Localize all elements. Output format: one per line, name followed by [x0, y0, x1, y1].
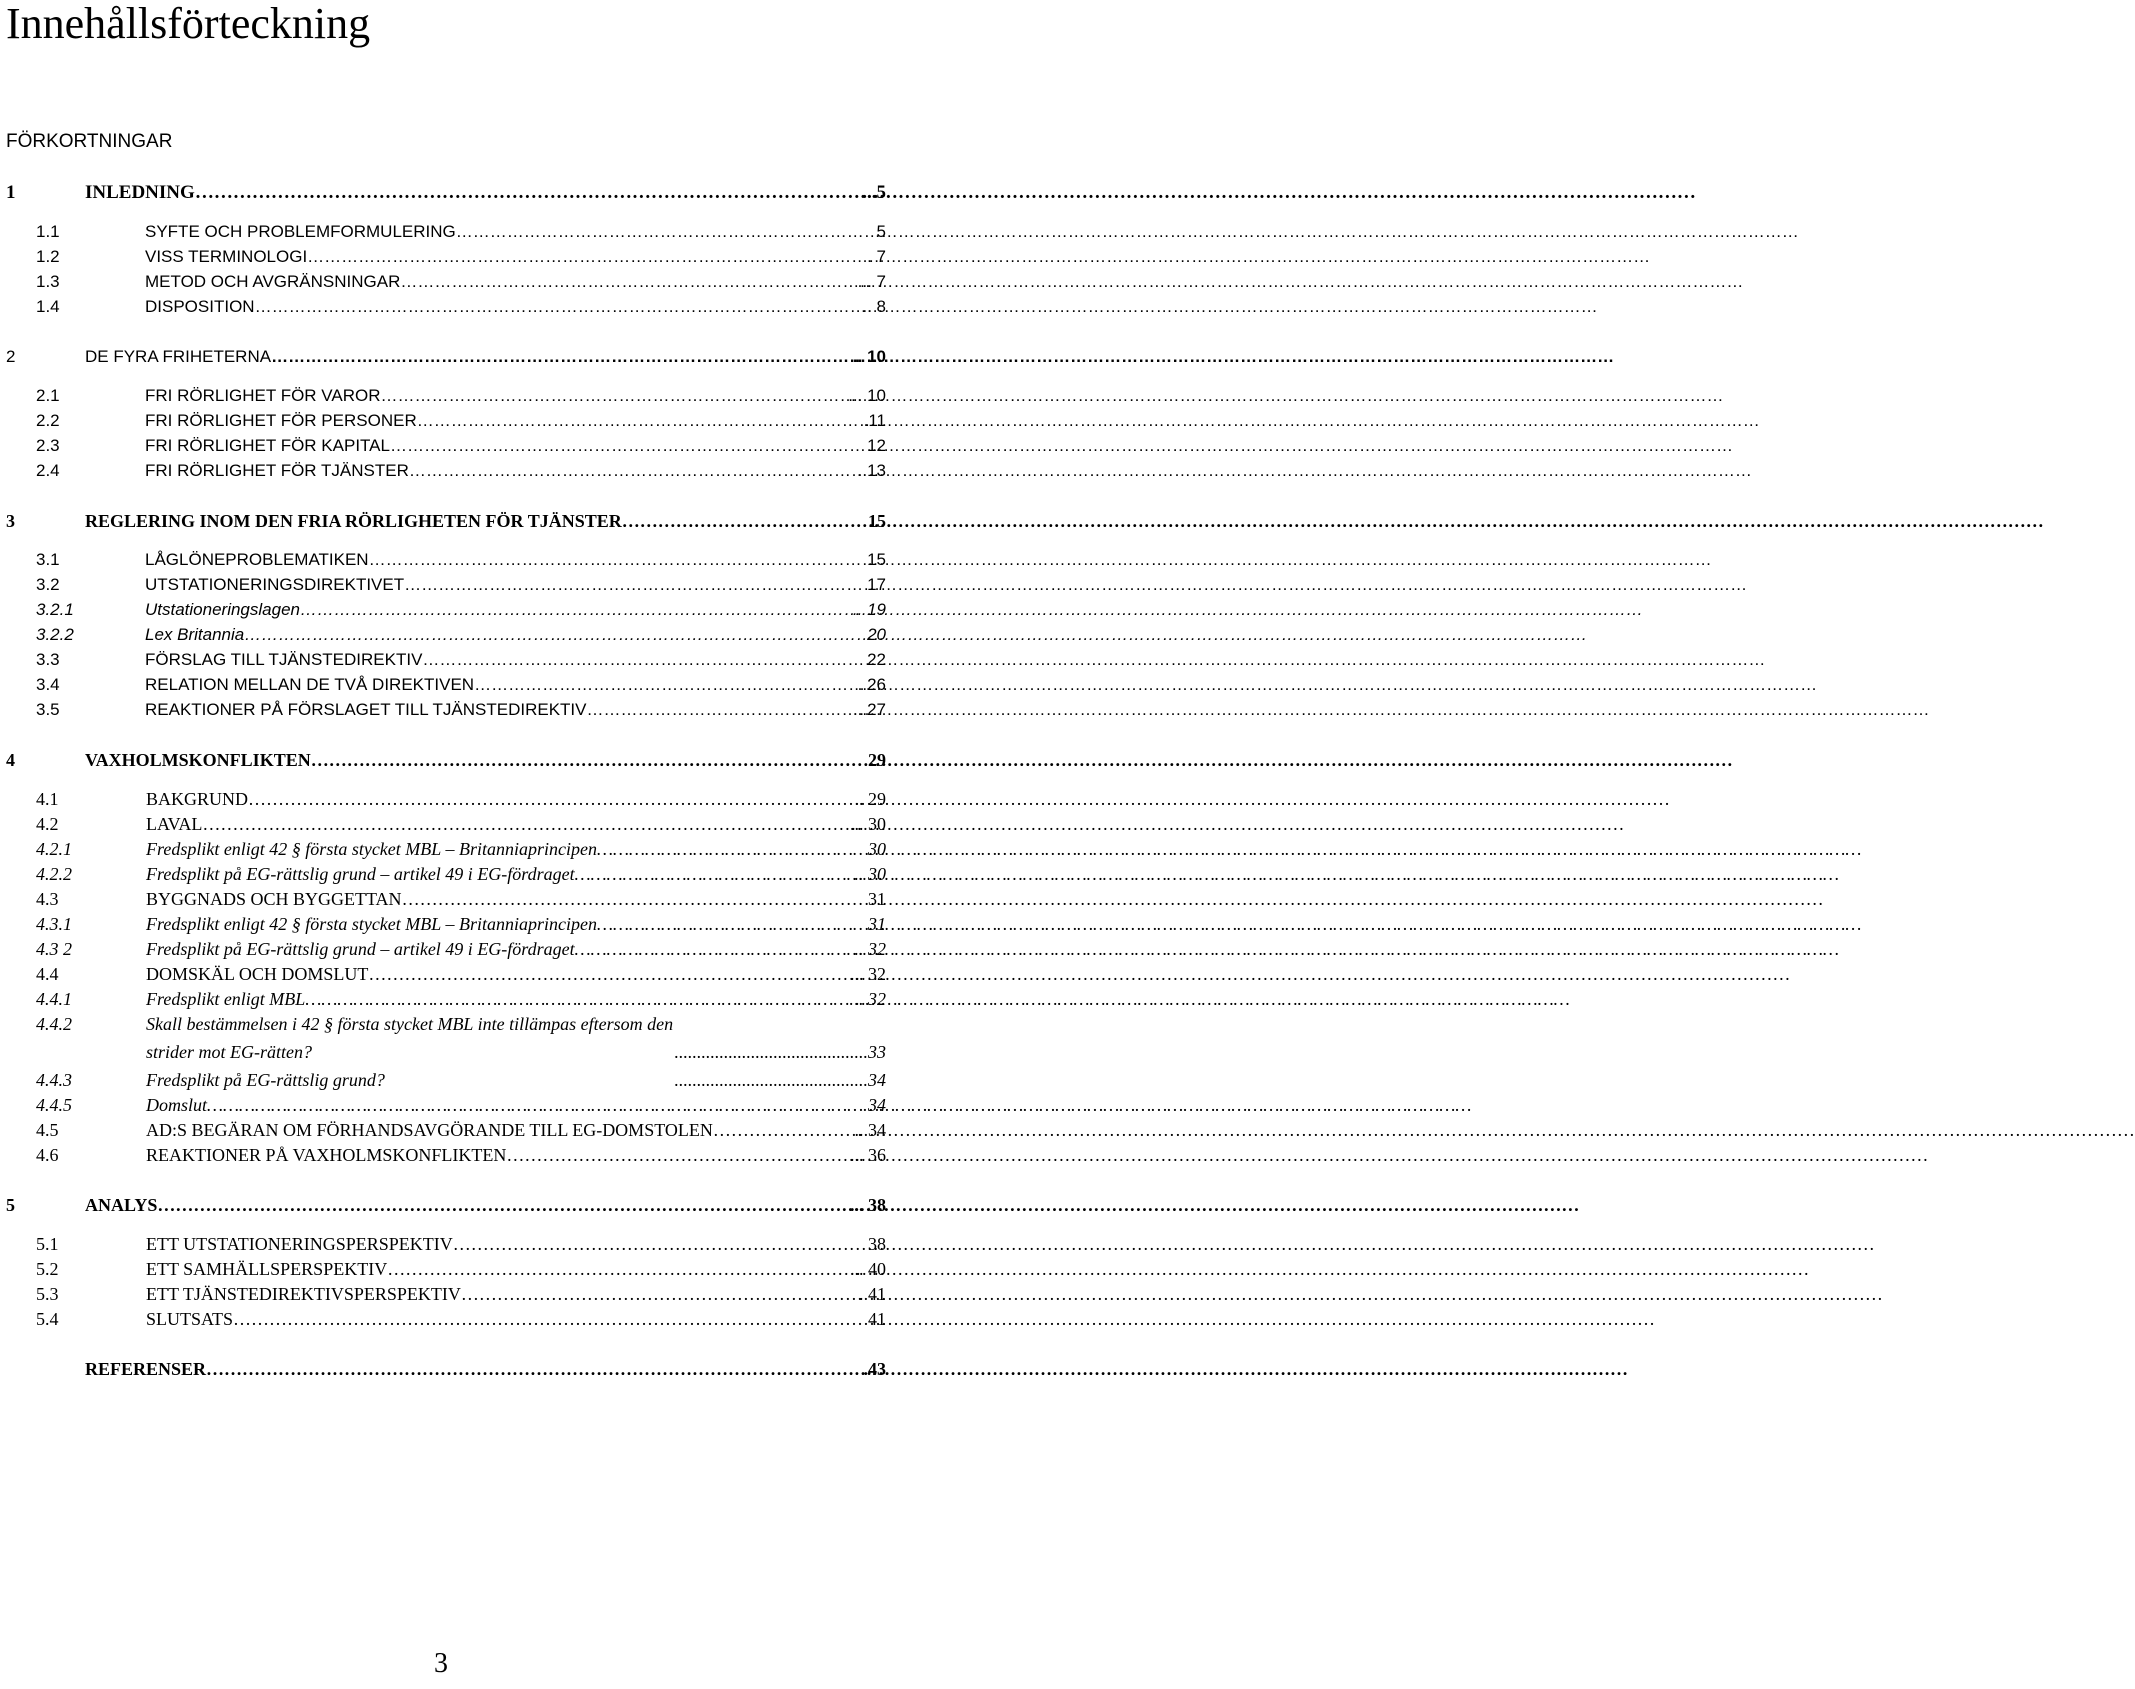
toc-number: 4 [6, 750, 15, 770]
toc-entry-4-4-2[interactable] [0, 1011, 960, 1067]
toc-title: FRI RÖRLIGHET FÖR PERSONER [145, 411, 417, 430]
toc-number: 3.2.2 [36, 625, 74, 644]
leader-dots [244, 622, 867, 648]
toc-number: 3.4 [36, 675, 60, 694]
toc-title: REAKTIONER PÅ VAXHOLMSKONFLIKTEN [146, 1145, 507, 1165]
toc-page: . 7 [867, 247, 886, 266]
leader-dots [575, 936, 855, 962]
toc-number: 3.2.1 [36, 600, 74, 619]
toc-title: ETT TJÄNSTEDIREKTIVSPERSPEKTIV [146, 1284, 461, 1304]
toc-title: VAXHOLMSKONFLIKTEN [85, 750, 311, 770]
toc-number: 5.4 [36, 1309, 59, 1329]
toc-entry-3-5[interactable] [0, 697, 960, 727]
toc-title: Lex Britannia [145, 625, 245, 644]
toc-title: REFERENSER [85, 1359, 207, 1379]
toc-number: 2.2 [36, 411, 60, 430]
toc-number: 3 [6, 511, 15, 531]
toc-page: 29 [868, 750, 886, 770]
toc-number: 5 [6, 1195, 15, 1215]
toc-title: Fredsplikt på EG-rättslig grund – artikel 49 i EG-fördraget [146, 939, 575, 959]
leader-dots [271, 344, 853, 370]
toc-title: Skall bestämmelsen i 42 § första stycket MBL inte tillämpas eftersom den [146, 1014, 674, 1034]
toc-title: Fredsplikt enligt MBL [146, 989, 306, 1009]
toc-entry-chapter-1[interactable] [0, 180, 960, 210]
toc-page: ..13 [857, 461, 886, 480]
toc-page: .. 19 [852, 600, 886, 619]
toc-page: ... 40 [850, 1259, 886, 1279]
toc-number: 4.5 [36, 1120, 59, 1140]
toc-number: 2.4 [36, 461, 60, 480]
toc-title: REGLERING INOM DEN FRIA RÖRLIGHETEN FÖR TJÄNSTER [85, 511, 622, 531]
toc-entry-1-4[interactable] [0, 294, 960, 324]
toc-title: DOMSKÄL OCH DOMSLUT [146, 964, 369, 984]
toc-number: 3.3 [36, 650, 60, 669]
toc-title: BAKGRUND [146, 789, 249, 809]
toc-number: 4.6 [36, 1145, 59, 1165]
toc-title-continued: strider mot EG-rätten? [146, 1042, 312, 1062]
toc-page: .. 32 [854, 939, 886, 959]
leader-dots [597, 911, 868, 937]
toc-title: LAVAL [146, 814, 203, 834]
leader-dots [368, 961, 850, 987]
toc-number: 5.3 [36, 1284, 59, 1304]
toc-title: METOD OCH AVGRÄNSNINGAR [145, 272, 401, 291]
leader-dots [387, 1256, 850, 1282]
toc-page: 15 [868, 511, 886, 531]
toc-title: Fredsplikt på EG-rättslig grund – artikel 49 i EG-fördraget [146, 864, 575, 884]
toc-title: LÅGLÖNEPROBLEMATIKEN [145, 550, 369, 569]
toc-entry-chapter-4[interactable] [0, 747, 960, 777]
toc-page: .43 [863, 1359, 886, 1379]
toc-number: 5.1 [36, 1234, 59, 1254]
abbreviations-heading[interactable]: FÖRKORTNINGAR [6, 131, 173, 152]
toc-number: 2.1 [36, 386, 60, 405]
toc-title: Fredsplikt enligt 42 § första stycket MBL – Britanniaprincipen [146, 914, 597, 934]
toc-title: DE FYRA FRIHETERNA [85, 347, 272, 366]
toc-number: 4.4.1 [36, 989, 72, 1009]
toc-page: 41 [868, 1309, 886, 1329]
toc-page: .. 32 [854, 989, 886, 1009]
toc-title: VISS TERMINOLOGI [145, 247, 308, 266]
leader-dots [474, 672, 858, 698]
toc-page: 17 [867, 575, 886, 594]
toc-entry-5-4[interactable] [0, 1306, 960, 1336]
leader-dots [422, 647, 867, 673]
toc-number: 4.2.1 [36, 839, 72, 859]
toc-title: RELATION MELLAN DE TVÅ DIREKTIVEN [145, 675, 475, 694]
toc-page: ... 7 [857, 272, 886, 291]
toc-title: INLEDNING [85, 182, 195, 203]
toc-page: .. 10 [852, 347, 886, 366]
toc-page: ... 36 [850, 1145, 886, 1165]
toc-title: FRI RÖRLIGHET FÖR VAROR [145, 386, 381, 405]
leader-dots [390, 433, 867, 459]
toc-page: ...5 [862, 182, 886, 203]
page-title: Innehållsförteckning [6, 0, 371, 48]
document-page [0, 0, 960, 1689]
leader-dots [248, 786, 854, 812]
toc-number: 5.2 [36, 1259, 59, 1279]
leader-dots [417, 408, 864, 434]
toc-page: ...27 [852, 700, 886, 719]
leader-dots [404, 572, 867, 598]
leader-dots [311, 747, 868, 773]
toc-page: .11 [863, 411, 886, 430]
toc-number: 1 [6, 182, 16, 203]
leader-dots [255, 294, 863, 320]
leader-dots [402, 886, 868, 912]
toc-title: FRI RÖRLIGHET FÖR KAPITAL [145, 436, 390, 455]
leader-dots [456, 219, 877, 245]
leader-dots [575, 861, 855, 887]
leader-dots [453, 1231, 868, 1257]
toc-page: .. 30 [854, 864, 886, 884]
toc-page: 38 [868, 1234, 886, 1254]
toc-number: 4.2 [36, 814, 59, 834]
toc-title: AD:S BEGÄRAN OM FÖRHANDSAVGÖRANDE TILL EG-DOMSTOLEN [146, 1120, 713, 1140]
toc-page: 12 [867, 436, 886, 455]
toc-page: ... 38 [850, 1195, 886, 1215]
toc-page: .. 34 [854, 1120, 886, 1140]
toc-number: 4.3.1 [36, 914, 72, 934]
leader-dots [713, 1117, 855, 1143]
toc-page: 31 [868, 889, 886, 909]
toc-title: Fredsplikt enligt 42 § första stycket MBL – Britanniaprincipen [146, 839, 597, 859]
leader-dots [207, 1092, 868, 1118]
toc-page: .. 29 [854, 789, 886, 809]
toc-page: 34 [868, 1095, 886, 1115]
toc-title: REAKTIONER PÅ FÖRSLAGET TILL TJÄNSTEDIREKTIV [145, 700, 587, 719]
leader-dots [597, 836, 868, 862]
toc-number: 1.3 [36, 272, 60, 291]
leader-dots [233, 1306, 868, 1332]
toc-title: SYFTE OCH PROBLEMFORMULERING [145, 222, 456, 241]
toc-entry-chapter-5[interactable] [0, 1192, 960, 1222]
toc-title: Fredsplikt på EG-rättslig grund? [146, 1070, 385, 1090]
leader-dots [506, 1142, 850, 1168]
leader-dots [202, 811, 850, 837]
toc-number: 4.4.3 [36, 1070, 72, 1090]
leader-dots [307, 244, 867, 270]
leader-dots [400, 269, 857, 295]
toc-entry-4-6[interactable] [0, 1142, 960, 1172]
toc-page: .. 8 [862, 297, 886, 316]
toc-entry-chapter-3[interactable] [0, 508, 960, 538]
toc-entry-references[interactable] [0, 1356, 960, 1386]
toc-entry-2-4[interactable] [0, 458, 960, 488]
toc-title: ETT UTSTATIONERINGSPERSPEKTIV [146, 1234, 453, 1254]
toc-title: DISPOSITION [145, 297, 255, 316]
toc-title: Utstationeringslagen [145, 600, 300, 619]
leader-dots [157, 1192, 850, 1218]
toc-title: ANALYS [85, 1195, 158, 1215]
toc-page: ..26 [857, 675, 886, 694]
toc-page: 5 [876, 222, 886, 241]
toc-number: 1.4 [36, 297, 60, 316]
toc-page: 20 [867, 625, 886, 644]
leader-dots [369, 547, 867, 573]
toc-title: BYGGNADS OCH BYGGETTAN [146, 889, 402, 909]
toc-page: . 41 [859, 1284, 886, 1304]
leader-dots [409, 458, 858, 484]
toc-page: ... 30 [850, 814, 886, 834]
toc-title: FÖRSLAG TILL TJÄNSTEDIREKTIV [145, 650, 423, 669]
toc-page: ...........................................33 [674, 1042, 886, 1062]
toc-title: UTSTATIONERINGSDIREKTIVET [145, 575, 405, 594]
toc-number: 3.5 [36, 700, 60, 719]
toc-entry-chapter-2[interactable] [0, 344, 960, 374]
leader-dots [195, 180, 862, 206]
toc-number: 4.3 [36, 889, 59, 909]
toc-page: 31 [868, 914, 886, 934]
toc-title: Domslut [146, 1095, 208, 1115]
toc-page: 15 [867, 550, 886, 569]
toc-page: ... 32 [850, 964, 886, 984]
toc-number: 2.3 [36, 436, 60, 455]
toc-title: FRI RÖRLIGHET FÖR TJÄNSTER [145, 461, 409, 480]
toc-page: 22 [867, 650, 886, 669]
toc-number: 4.4 [36, 964, 59, 984]
toc-page: ... 10 [848, 386, 886, 405]
leader-dots [381, 383, 849, 409]
leader-dots [586, 697, 852, 723]
toc-number: 4.2.2 [36, 864, 72, 884]
toc-number: 4.1 [36, 789, 59, 809]
toc-title: SLUTSATS [146, 1309, 234, 1329]
toc-page: ...........................................34 [674, 1070, 886, 1090]
leader-dots [622, 508, 868, 534]
toc-number: 2 [6, 347, 16, 366]
toc-page: 30 [868, 839, 886, 859]
leader-dots [461, 1281, 859, 1307]
leader-dots [206, 1356, 863, 1382]
leader-dots [300, 597, 853, 623]
toc-number: 4.3 2 [36, 939, 72, 959]
toc-number: 4.4.5 [36, 1095, 72, 1115]
leader-dots [305, 986, 854, 1012]
toc-number: 3.2 [36, 575, 60, 594]
page-number: 3 [434, 1648, 448, 1679]
toc-number: 3.1 [36, 550, 60, 569]
toc-number: 1.2 [36, 247, 60, 266]
toc-number: 4.4.2 [36, 1014, 72, 1034]
toc-title: ETT SAMHÄLLSPERSPEKTIV [146, 1259, 388, 1279]
toc-number: 1.1 [36, 222, 60, 241]
